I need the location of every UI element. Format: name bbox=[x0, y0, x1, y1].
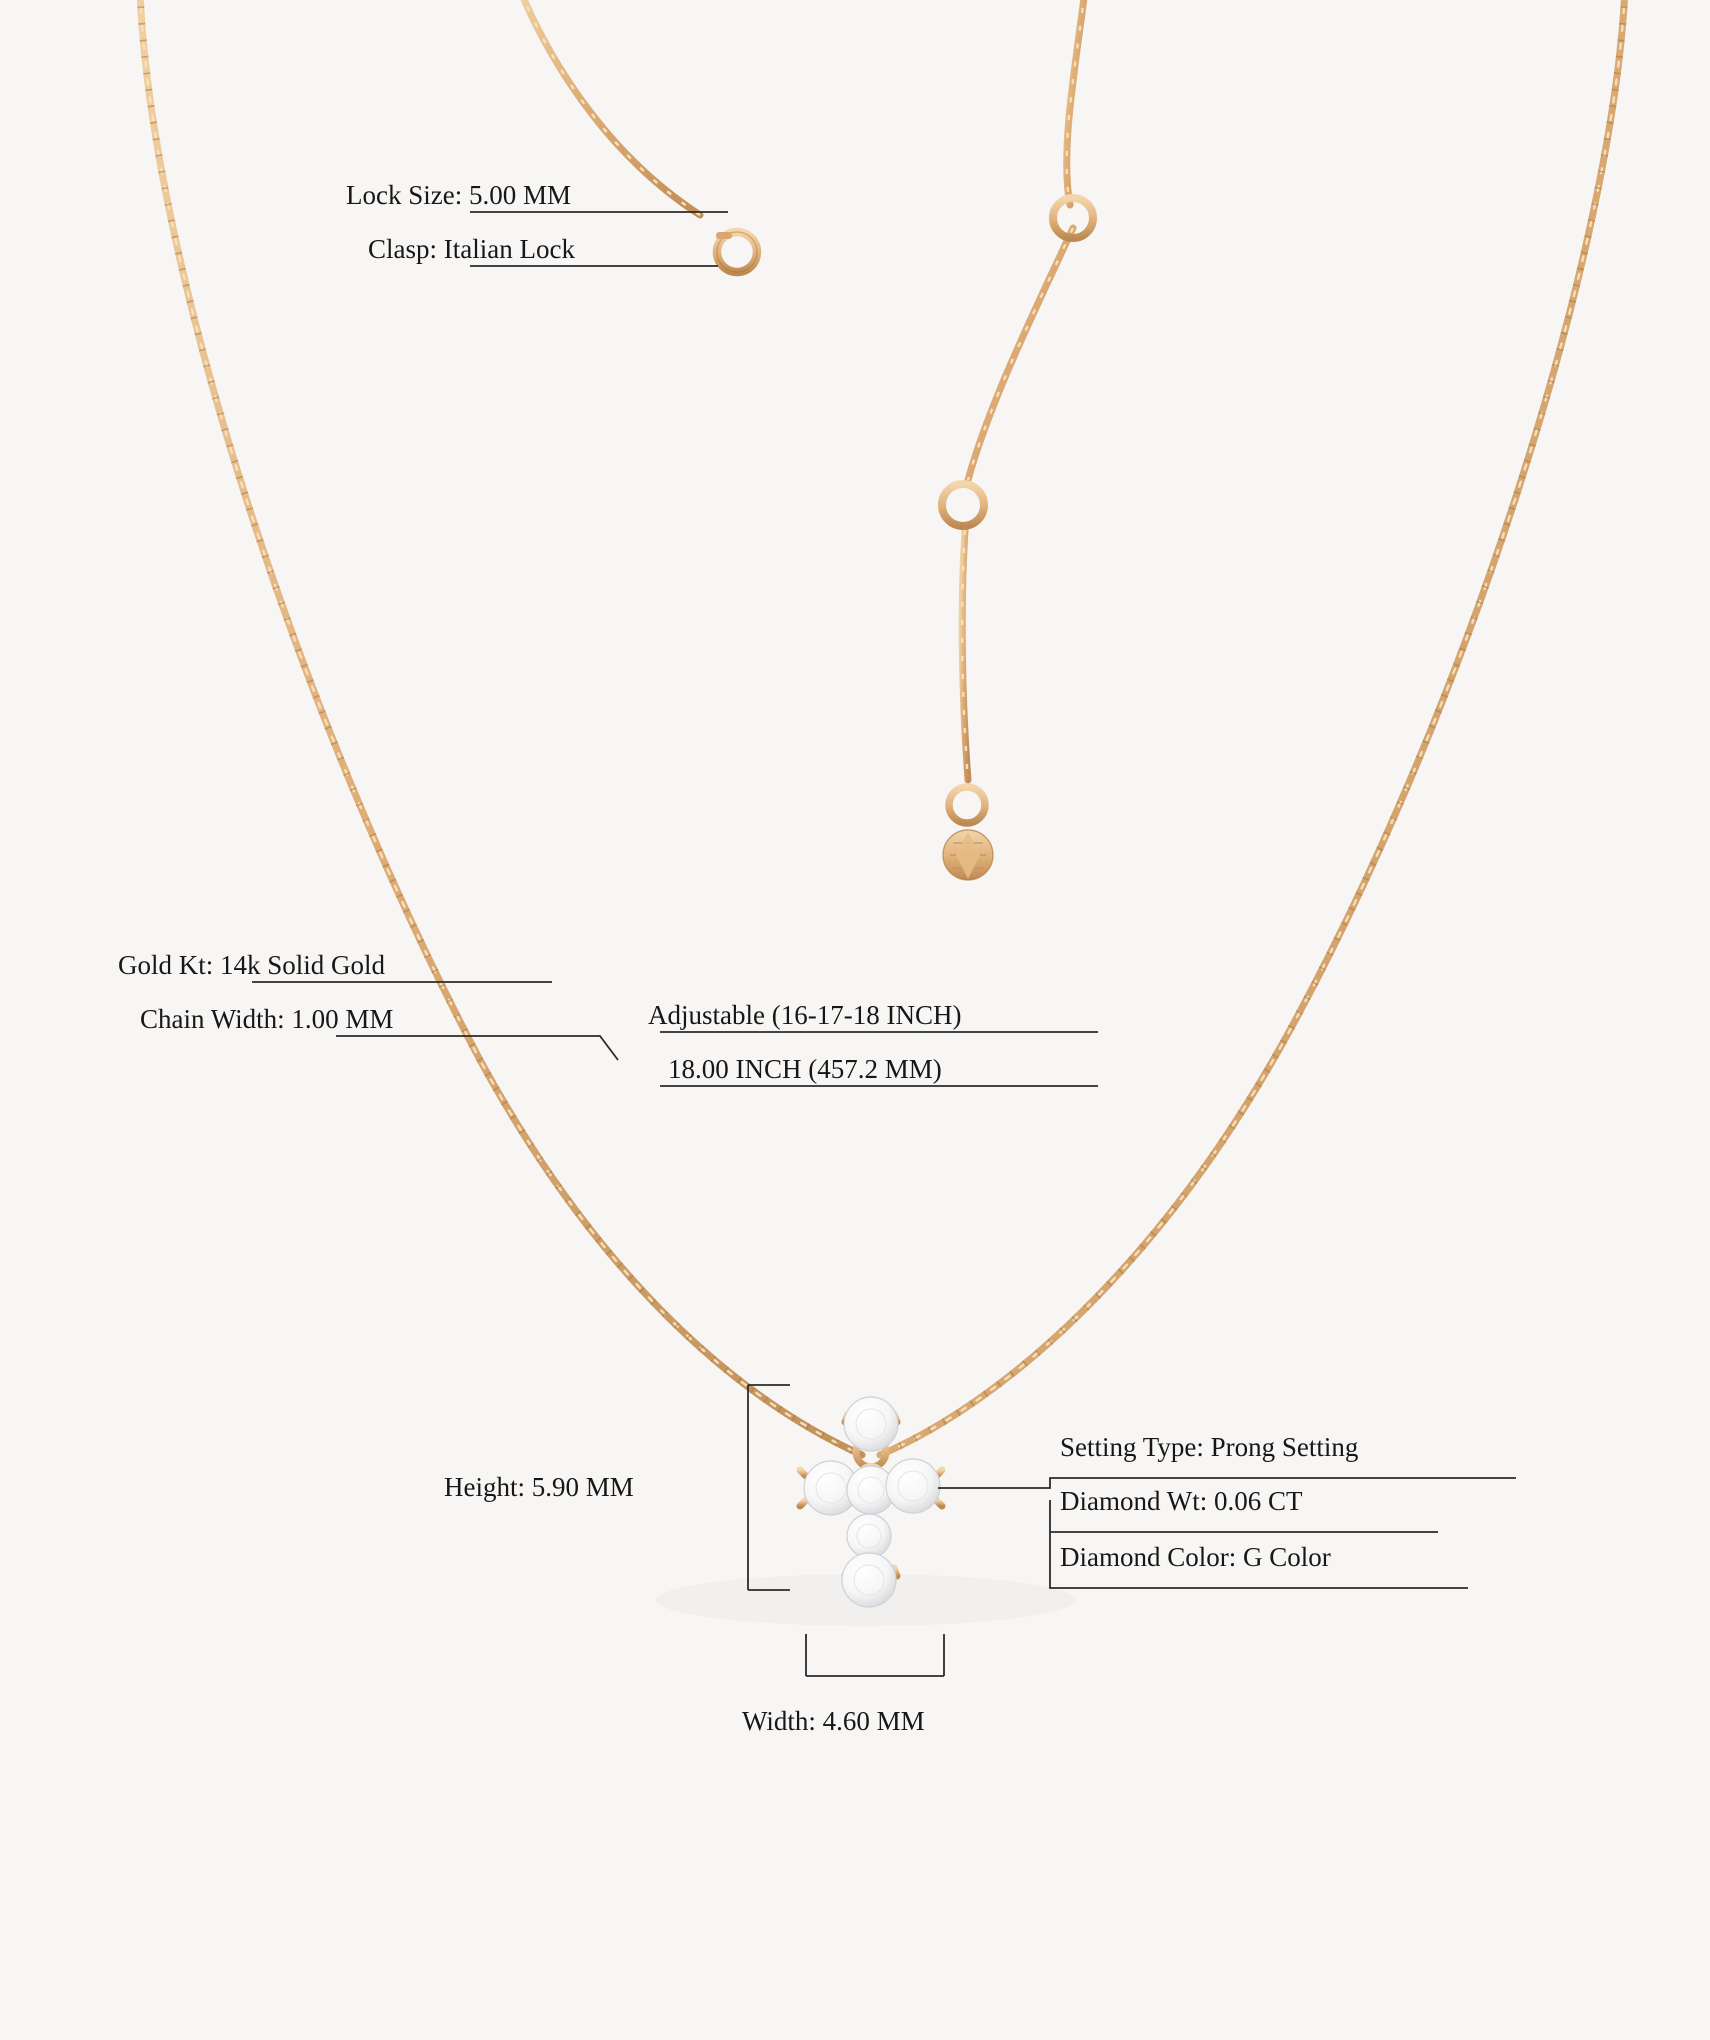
diamond-color-value: G Color bbox=[1243, 1542, 1331, 1572]
annotation-diamond-wt bbox=[1060, 1488, 1303, 1515]
chain-left bbox=[140, 0, 862, 1455]
annotation-lock-size bbox=[346, 182, 571, 209]
italian-lock-clasp bbox=[716, 232, 757, 272]
height-label: Height: bbox=[444, 1472, 525, 1502]
setting-type-value: Prong Setting bbox=[1210, 1432, 1359, 1462]
chain-right bbox=[880, 0, 1625, 1455]
diamond-wt-value: 0.06 CT bbox=[1213, 1486, 1303, 1516]
clasp-value: Italian Lock bbox=[443, 234, 575, 264]
annotation-width bbox=[742, 1708, 925, 1735]
length-value: 18.00 INCH (457.2 MM) bbox=[668, 1054, 942, 1084]
height-value: 5.90 MM bbox=[531, 1472, 634, 1502]
lock-size-label: Lock Size: bbox=[346, 180, 463, 210]
chain-width-label: Chain Width: bbox=[140, 1004, 285, 1034]
annotation-setting-type bbox=[1060, 1434, 1358, 1461]
width-value: 4.60 MM bbox=[822, 1706, 925, 1736]
lock-size-value: 5.00 MM bbox=[468, 180, 571, 210]
width-label: Width: bbox=[742, 1706, 816, 1736]
extender-chain bbox=[942, 0, 1093, 880]
diamond-wt-label: Diamond Wt: bbox=[1060, 1486, 1208, 1516]
annotation-length bbox=[668, 1056, 942, 1083]
setting-type-label: Setting Type: bbox=[1060, 1432, 1204, 1462]
annotation-adjustable bbox=[648, 1002, 961, 1029]
clasp-label: Clasp: bbox=[368, 234, 438, 264]
gold-kt-value: 14k Solid Gold bbox=[220, 950, 386, 980]
annotation-gold-kt bbox=[118, 952, 385, 979]
gold-kt-label: Gold Kt: bbox=[118, 950, 214, 980]
annotation-chain-width bbox=[140, 1006, 393, 1033]
annotation-clasp bbox=[368, 236, 575, 263]
annotation-diamond-color bbox=[1060, 1544, 1331, 1571]
annotation-height bbox=[444, 1474, 634, 1501]
adjustable-value: Adjustable (16-17-18 INCH) bbox=[648, 1000, 962, 1030]
diamond-color-label: Diamond Color: bbox=[1060, 1542, 1237, 1572]
chain-width-value: 1.00 MM bbox=[291, 1004, 394, 1034]
